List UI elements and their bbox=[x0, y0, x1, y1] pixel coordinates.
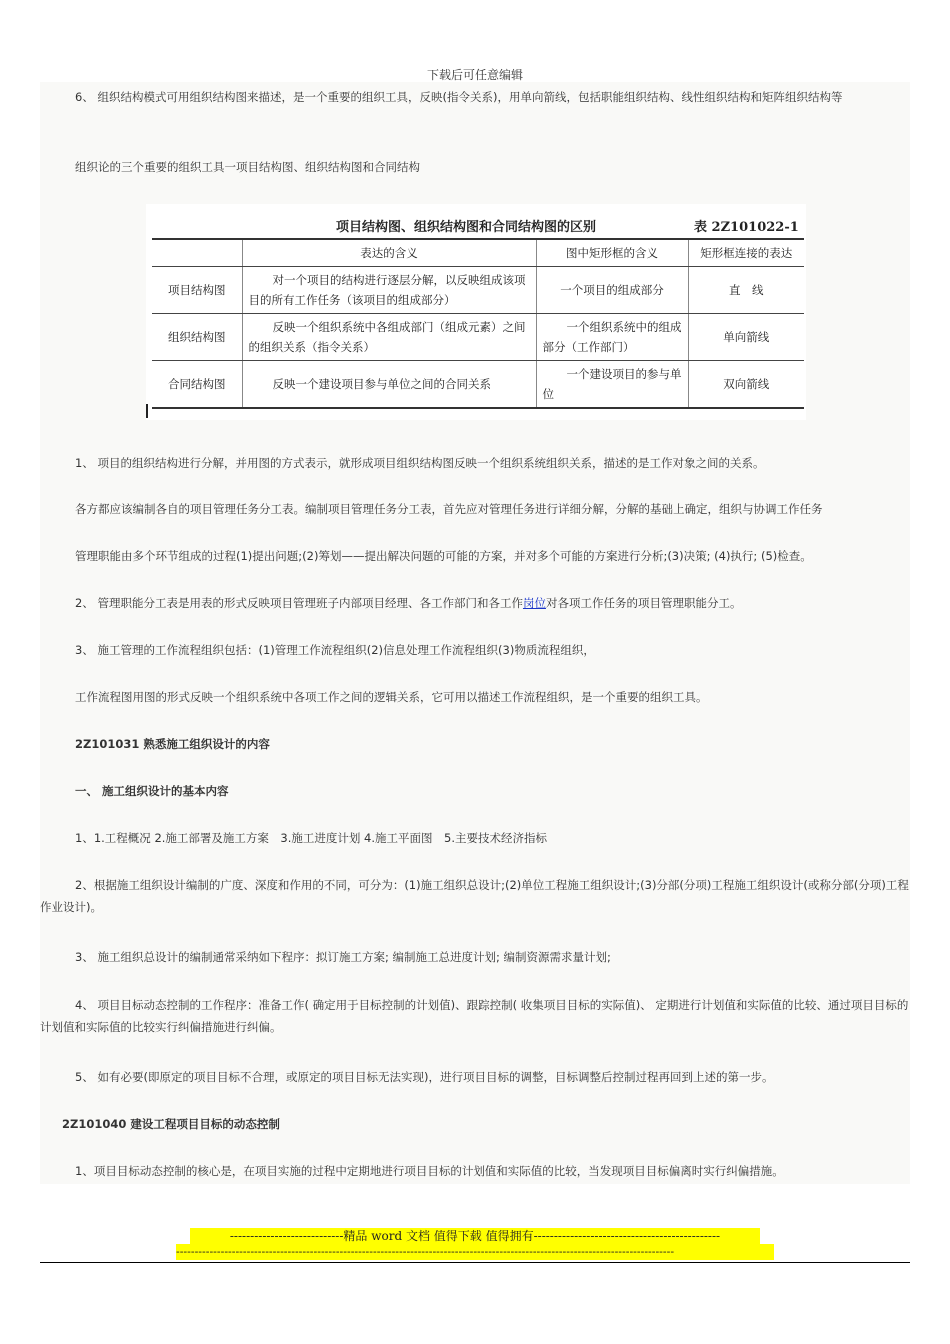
paragraph-general-design-procedure: 3、 施工组织总设计的编制通常采纳如下程序：拟订施工方案; 编制施工总进度计划; 编制资源需求量计划; bbox=[75, 950, 611, 964]
footer-line-1: ----------------------------精品 word 文档 值得下载 值得拥有---------------------------------------------- bbox=[190, 1228, 760, 1245]
paragraph-org-structure: 6、 组织结构模式可用组织结构图来描述，是一个重要的组织工具，反映(指令关系)，用单向箭线，包括职能组织结构、线性组织结构和矩阵组织结构等 bbox=[75, 90, 843, 104]
paragraph-workflow-org: 3、 施工管理的工作流程组织包括：(1)管理工作流程组织(2)信息处理工作流程组织(3)物质流程组织， bbox=[75, 643, 595, 657]
paragraph-task-table: 各方都应该编制各自的项目管理任务分工表。编制项目管理任务分工表，首先应对管理任务进行详细分解，分解的基础上确定，组织与协调工作任务 bbox=[75, 502, 823, 516]
paragraph-control-core: 1、项目目标动态控制的核心是，在项目实施的过程中定期地进行项目目标的计划值和实际值的比较，当发现项目目标偏离时实行纠偏措施。 bbox=[75, 1164, 784, 1178]
table-cell: 一个建设项目的参与单位 bbox=[536, 361, 688, 409]
document-body bbox=[40, 82, 910, 1184]
table-row bbox=[152, 361, 804, 409]
table-row bbox=[152, 267, 804, 314]
section-heading-2z101040: 2Z101040 建设工程项目目标的动态控制 bbox=[62, 1117, 280, 1131]
table-cell: 反映一个建设项目参与单位之间的合同关系 bbox=[242, 361, 536, 409]
paragraph-text: 2、 管理职能分工表是用表的形式反映项目管理班子内部项目经理、各工作部门和各工作 bbox=[75, 596, 523, 610]
table-cell: 对一个项目的结构进行逐层分解，以反映组成该项目的所有工作任务（该项目的组成部分） bbox=[242, 267, 536, 314]
comparison-table bbox=[152, 238, 804, 409]
table-title: 项目结构图、组织结构图和合同结构图的区别 bbox=[336, 220, 597, 235]
table-number: 表 2Z101022-1 bbox=[694, 220, 799, 235]
table-cell: 一个组织系统中的组成部分（工作部门） bbox=[536, 314, 688, 361]
paragraph-design-types: 2、根据施工组织设计编制的广度、深度和作用的不同，可分为：(1)施工组织总设计;(2)单位工程施工组织设计;(3)分部(分项)工程施工组织设计(或称分部(分项)工程作业设计)。 bbox=[40, 878, 909, 914]
table-cell: 组织结构图 bbox=[152, 314, 242, 361]
table-header-cell: 矩形框连接的表达 bbox=[688, 239, 804, 267]
table-cell: 一个项目的组成部分 bbox=[536, 267, 688, 314]
table-caption bbox=[146, 216, 806, 234]
scan-mark bbox=[146, 404, 148, 418]
comparison-table-image bbox=[146, 204, 806, 420]
paragraph-three-tools: 组织论的三个重要的组织工具一项目结构图、组织结构图和合同结构 bbox=[75, 160, 420, 174]
table-header-cell: 图中矩形框的含义 bbox=[536, 239, 688, 267]
paragraph-workflow-chart: 工作流程图用图的形式反映一个组织系统中各项工作之间的逻辑关系，它可用以描述工作流程组织，是一个重要的组织工具。 bbox=[75, 690, 708, 704]
table-header-cell: 表达的含义 bbox=[242, 239, 536, 267]
header-note: 下载后可任意编辑 bbox=[426, 68, 523, 82]
bottom-rule bbox=[40, 1262, 910, 1263]
table-cell: 项目结构图 bbox=[152, 267, 242, 314]
section-heading-basic-content: 一、 施工组织设计的基本内容 bbox=[75, 784, 229, 798]
paragraph-project-structure: 1、 项目的组织结构进行分解，并用图的方式表示，就形成项目组织结构图反映一个组织系统组织关系，描述的是工作对象之间的关系。 bbox=[75, 456, 765, 470]
table-cell: 单向箭线 bbox=[688, 314, 804, 361]
link-gangwei[interactable]: 岗位 bbox=[522, 596, 546, 610]
table-cell: 直 线 bbox=[688, 267, 804, 314]
paragraph-target-adjustment: 5、 如有必要(即原定的项目目标不合理，或原定的项目目标无法实现)，进行项目目标的调整，目标调整后控制过程再回到上述的第一步。 bbox=[75, 1070, 774, 1084]
paragraph-function-table bbox=[40, 592, 910, 614]
paragraph-dynamic-control-procedure: 4、 项目目标动态控制的工作程序：准备工作( 确定用于目标控制的计划值)、跟踪控制( 收集项目目标的实际值)、 定期进行计划值和实际值的比较、通过项目目标的计划值和实际值的比较实行纠偏措施进行纠偏。 bbox=[40, 998, 909, 1034]
section-heading-2z101031: 2Z101031 熟悉施工组织设计的内容 bbox=[75, 737, 270, 751]
paragraph-text: 对各项工作任务的项目管理职能分工。 bbox=[545, 596, 742, 610]
table-cell: 反映一个组织系统中各组成部门（组成元素）之间的组织关系（指令关系） bbox=[242, 314, 536, 361]
paragraph-content-list: 1、1.工程概况 2.施工部署及施工方案 3.施工进度计划 4.施工平面图 5.主要技术经济指标 bbox=[75, 831, 547, 845]
table-header-row bbox=[152, 239, 804, 267]
paragraph-management-functions: 管理职能由多个环节组成的过程(1)提出问题;(2)筹划——提出解决问题的可能的方案，并对多个可能的方案进行分析;(3)决策; (4)执行; (5)检查。 bbox=[75, 549, 812, 563]
table-cell: 双向箭线 bbox=[688, 361, 804, 409]
footer-line-2: -------------------------------------------------------------------------------------------------------------------------------------- bbox=[176, 1244, 774, 1260]
table-header-cell bbox=[152, 239, 242, 267]
table-cell: 合同结构图 bbox=[152, 361, 242, 409]
table-row bbox=[152, 314, 804, 361]
